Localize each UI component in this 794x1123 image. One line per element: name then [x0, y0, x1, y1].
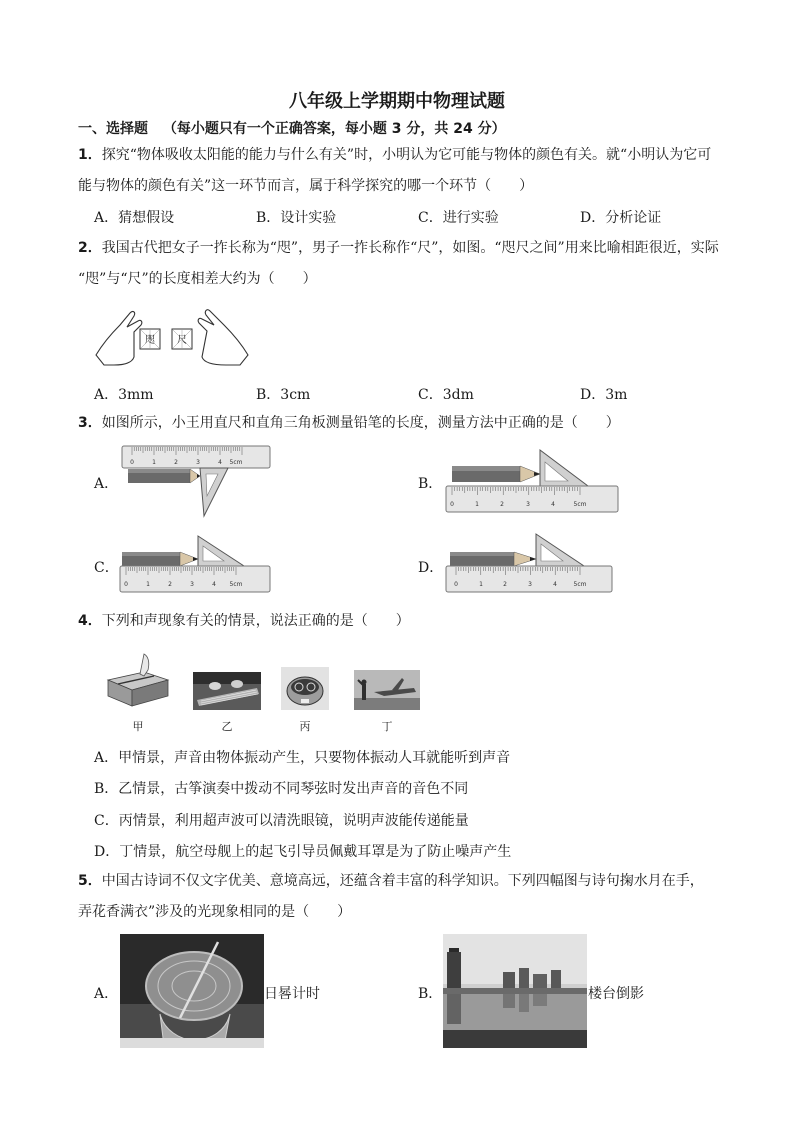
- triangle-ruler-icon: [536, 534, 584, 566]
- question-text: 中国古诗词不仅文字优美、意境高远，还蕴含着丰富的科学知识。下列四幅图与诗句掬水月在手，: [101, 873, 704, 889]
- q2-option-b[interactable]: B．3cm: [256, 387, 311, 403]
- q5-option-a[interactable]: A．: [94, 986, 119, 1002]
- q3-option-a[interactable]: A．: [94, 476, 119, 492]
- caption-yi: 乙: [221, 720, 233, 733]
- aircraft-carrier-image: [354, 670, 420, 710]
- tower-caption: 楼台倒影: [588, 986, 644, 1002]
- ultrasonic-cleaner-image: [281, 667, 329, 710]
- tick-label: 1: [146, 581, 150, 588]
- ruler-figure-b: [444, 448, 620, 514]
- triangle-ruler-icon: [198, 536, 244, 566]
- caption-bing: 丙: [299, 720, 311, 733]
- q4-option-c[interactable]: C．丙情景，利用超声波可以清洗眼镜，说明声波能传递能量: [94, 813, 469, 829]
- question-1: [78, 140, 746, 202]
- question-text: 我国古代把女子一拃长称为“咫”，男子一拃长称作“尺”，如图。“咫尺之间”用来比喻相距很近，实际: [101, 240, 719, 256]
- tick-label: 1: [475, 501, 479, 508]
- question-number: 1．: [78, 147, 102, 163]
- tick-label: 2: [168, 581, 172, 588]
- question-2: [78, 233, 746, 295]
- q3-option-b[interactable]: B．: [418, 476, 443, 492]
- tick-label: 2: [500, 501, 504, 508]
- tick-label: 0: [124, 581, 128, 588]
- page-title: 八年级上学期期中物理试题: [289, 91, 505, 112]
- question-number: 2．: [78, 240, 102, 256]
- q1-option-b[interactable]: B．设计实验: [256, 210, 337, 226]
- question-text-cont: 弄花香满衣”涉及的光现象相同的是（ ）: [78, 904, 352, 920]
- vibrating-box-image: [104, 650, 172, 710]
- ruler-figure-c: [118, 534, 272, 596]
- sundial-image: [120, 934, 264, 1048]
- q2-option-a[interactable]: A．3mm: [94, 387, 154, 403]
- tick-label: 5cm: [573, 581, 587, 588]
- section-note: （每小题只有一个正确答案，每小题 3 分，共 24 分）: [162, 121, 506, 137]
- tick-label: 4: [212, 581, 216, 588]
- q2-option-d[interactable]: D．3m: [580, 387, 628, 403]
- ruler-figure-a: [120, 444, 272, 520]
- tick-label: 5cm: [573, 501, 587, 508]
- question-text: 下列和声现象有关的情景，说法正确的是（ ）: [101, 613, 410, 629]
- question-number: 3．: [78, 415, 102, 431]
- tick-label: 2: [503, 581, 507, 588]
- ruler-figure-d: [444, 532, 614, 596]
- tick-label: 0: [130, 459, 134, 466]
- section-title: 一、选择题: [78, 121, 148, 137]
- question-4: [78, 606, 746, 637]
- question-text: 探究“物体吸收太阳能的能力与什么有关”时，小明认为它可能与物体的颜色有关。就“小明认为它可: [101, 147, 712, 163]
- question-text-cont: “咫”与“尺”的长度相差大约为（ ）: [78, 271, 317, 287]
- caption-jia: 甲: [132, 720, 144, 733]
- question-number: 4．: [78, 613, 102, 629]
- triangle-ruler-icon: [200, 468, 228, 516]
- q1-option-a[interactable]: A．猜想假设: [94, 210, 175, 226]
- right-hand-icon: [198, 310, 248, 365]
- zhi-char: 咫: [145, 335, 155, 346]
- q1-option-c[interactable]: C．进行实验: [418, 210, 499, 226]
- pencil-icon: [128, 469, 200, 483]
- tick-label: 4: [218, 459, 222, 466]
- chi-char: 尺: [177, 335, 187, 346]
- pencil-icon: [452, 466, 540, 482]
- question-5: [78, 866, 746, 928]
- question-3: [78, 408, 746, 439]
- triangle-ruler-icon: [540, 450, 588, 486]
- section-heading: [78, 118, 506, 138]
- question-number: 5．: [78, 873, 102, 889]
- question-text: 如图所示，小王用直尺和直角三角板测量铅笔的长度，测量方法中正确的是（ ）: [101, 415, 620, 431]
- tick-label: 5cm: [229, 581, 243, 588]
- pencil-icon: [450, 552, 536, 566]
- tick-label: 3: [528, 581, 532, 588]
- pencil-icon: [122, 552, 198, 566]
- question-text-cont: 能与物体的颜色有关”这一环节而言，属于科学探究的哪一个环节（ ）: [78, 178, 534, 194]
- caption-ding: 丁: [381, 720, 393, 733]
- tick-label: 3: [190, 581, 194, 588]
- q4-option-b[interactable]: B．乙情景，古筝演奏中拨动不同琴弦时发出声音的音色不同: [94, 781, 469, 797]
- tick-label: 2: [174, 459, 178, 466]
- tick-label: 3: [526, 501, 530, 508]
- q1-option-d[interactable]: D．分析论证: [580, 210, 662, 226]
- tower-reflection-image: [443, 934, 587, 1048]
- q3-option-d[interactable]: D．: [418, 560, 444, 576]
- q3-option-c[interactable]: C．: [94, 560, 119, 576]
- q4-option-a[interactable]: A．甲情景，声音由物体振动产生，只要物体振动人耳就能听到声音: [94, 750, 511, 766]
- q2-option-c[interactable]: C．3dm: [418, 387, 474, 403]
- hands-span-figure: [94, 305, 250, 369]
- q4-option-d[interactable]: D．丁情景，航空母舰上的起飞引导员佩戴耳罩是为了防止噪声产生: [94, 844, 512, 860]
- tick-label: 4: [553, 581, 557, 588]
- tick-label: 5cm: [229, 459, 243, 466]
- tick-label: 0: [450, 501, 454, 508]
- guzheng-image: [193, 672, 261, 710]
- left-hand-icon: [96, 312, 142, 365]
- tick-label: 4: [551, 501, 555, 508]
- tick-label: 3: [196, 459, 200, 466]
- tick-label: 0: [454, 581, 458, 588]
- sundial-caption: 日晷计时: [264, 986, 320, 1002]
- tick-label: 1: [479, 581, 483, 588]
- q5-option-b[interactable]: B．: [418, 986, 443, 1002]
- tick-label: 1: [152, 459, 156, 466]
